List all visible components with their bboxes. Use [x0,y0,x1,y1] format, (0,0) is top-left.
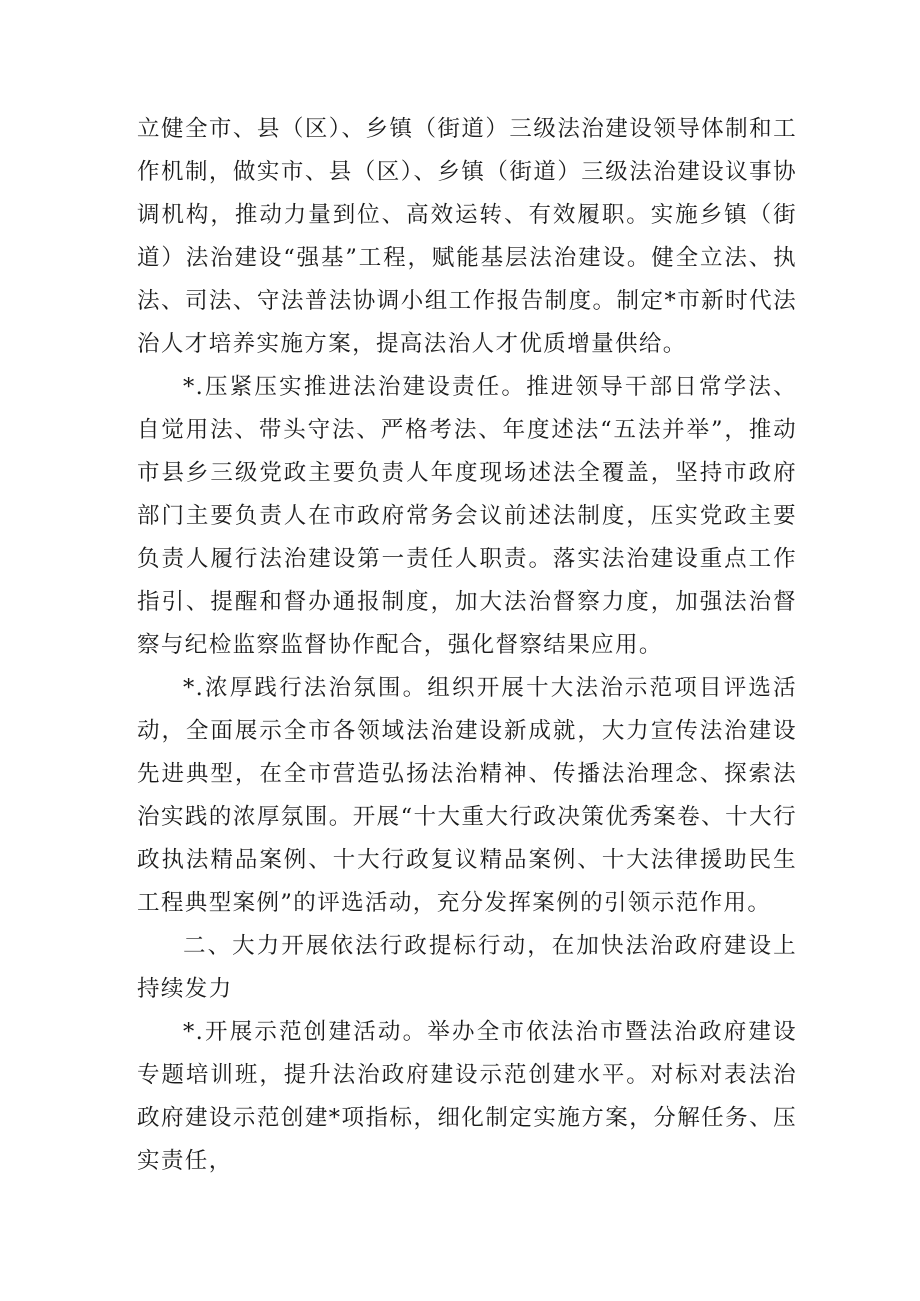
section-heading-2: 二、大力开展依法行政提标行动，在加快法治政府建设上持续发力 [137,933,797,1002]
paragraph-continuation: 立健全市、县（区）、乡镇（街道）三级法治建设领导体制和工作机制，做实市、县（区）、乡镇（街道）三级法治建设议事协调机构，推动力量到位、高效运转、有效履职。实施乡镇（街道）法治建设“强基”工程，赋能基层法治建设。健全立法、执法、司法、守法普法协调小组工作报告制度。制定*市新时代法治人才培养实施方案，提高法治人才优质增量供给。 [137,116,797,357]
document-body [137,108,797,1183]
paragraph-demonstration: *.开展示范创建活动。举办全市依法治市暨法治政府建设专题培训班，提升法治政府建设示范创建水平。对标对表法治政府建设示范创建*项指标，细化制定实施方案，分解任务、压实责任， [137,1019,797,1174]
paragraph-responsibility: *.压紧压实推进法治建设责任。推进领导干部日常学法、自觉用法、带头守法、严格考法、年度述法“五法并举”，推动市县乡三级党政主要负责人年度现场述法全覆盖，坚持市政府部门主要负责人在市政府常务会议前述法制度，压实党政主要负责人履行法治建设第一责任人职责。落实法治建设重点工作指引、提醒和督办通报制度，加大法治督察力度，加强法治督察与纪检监察监督协作配合，强化督察结果应用。 [137,374,797,658]
paragraph-atmosphere: *.浓厚践行法治氛围。组织开展十大法治示范项目评选活动，全面展示全市各领域法治建设新成就，大力宣传法治建设先进典型，在全市营造弘扬法治精神、传播法治理念、探索法治实践的浓厚氛围。开展“十大重大行政决策优秀案卷、十大行政执法精品案例、十大行政复议精品案例、十大法律援助民生工程典型案例”的评选活动，充分发挥案例的引领示范作用。 [137,675,797,916]
